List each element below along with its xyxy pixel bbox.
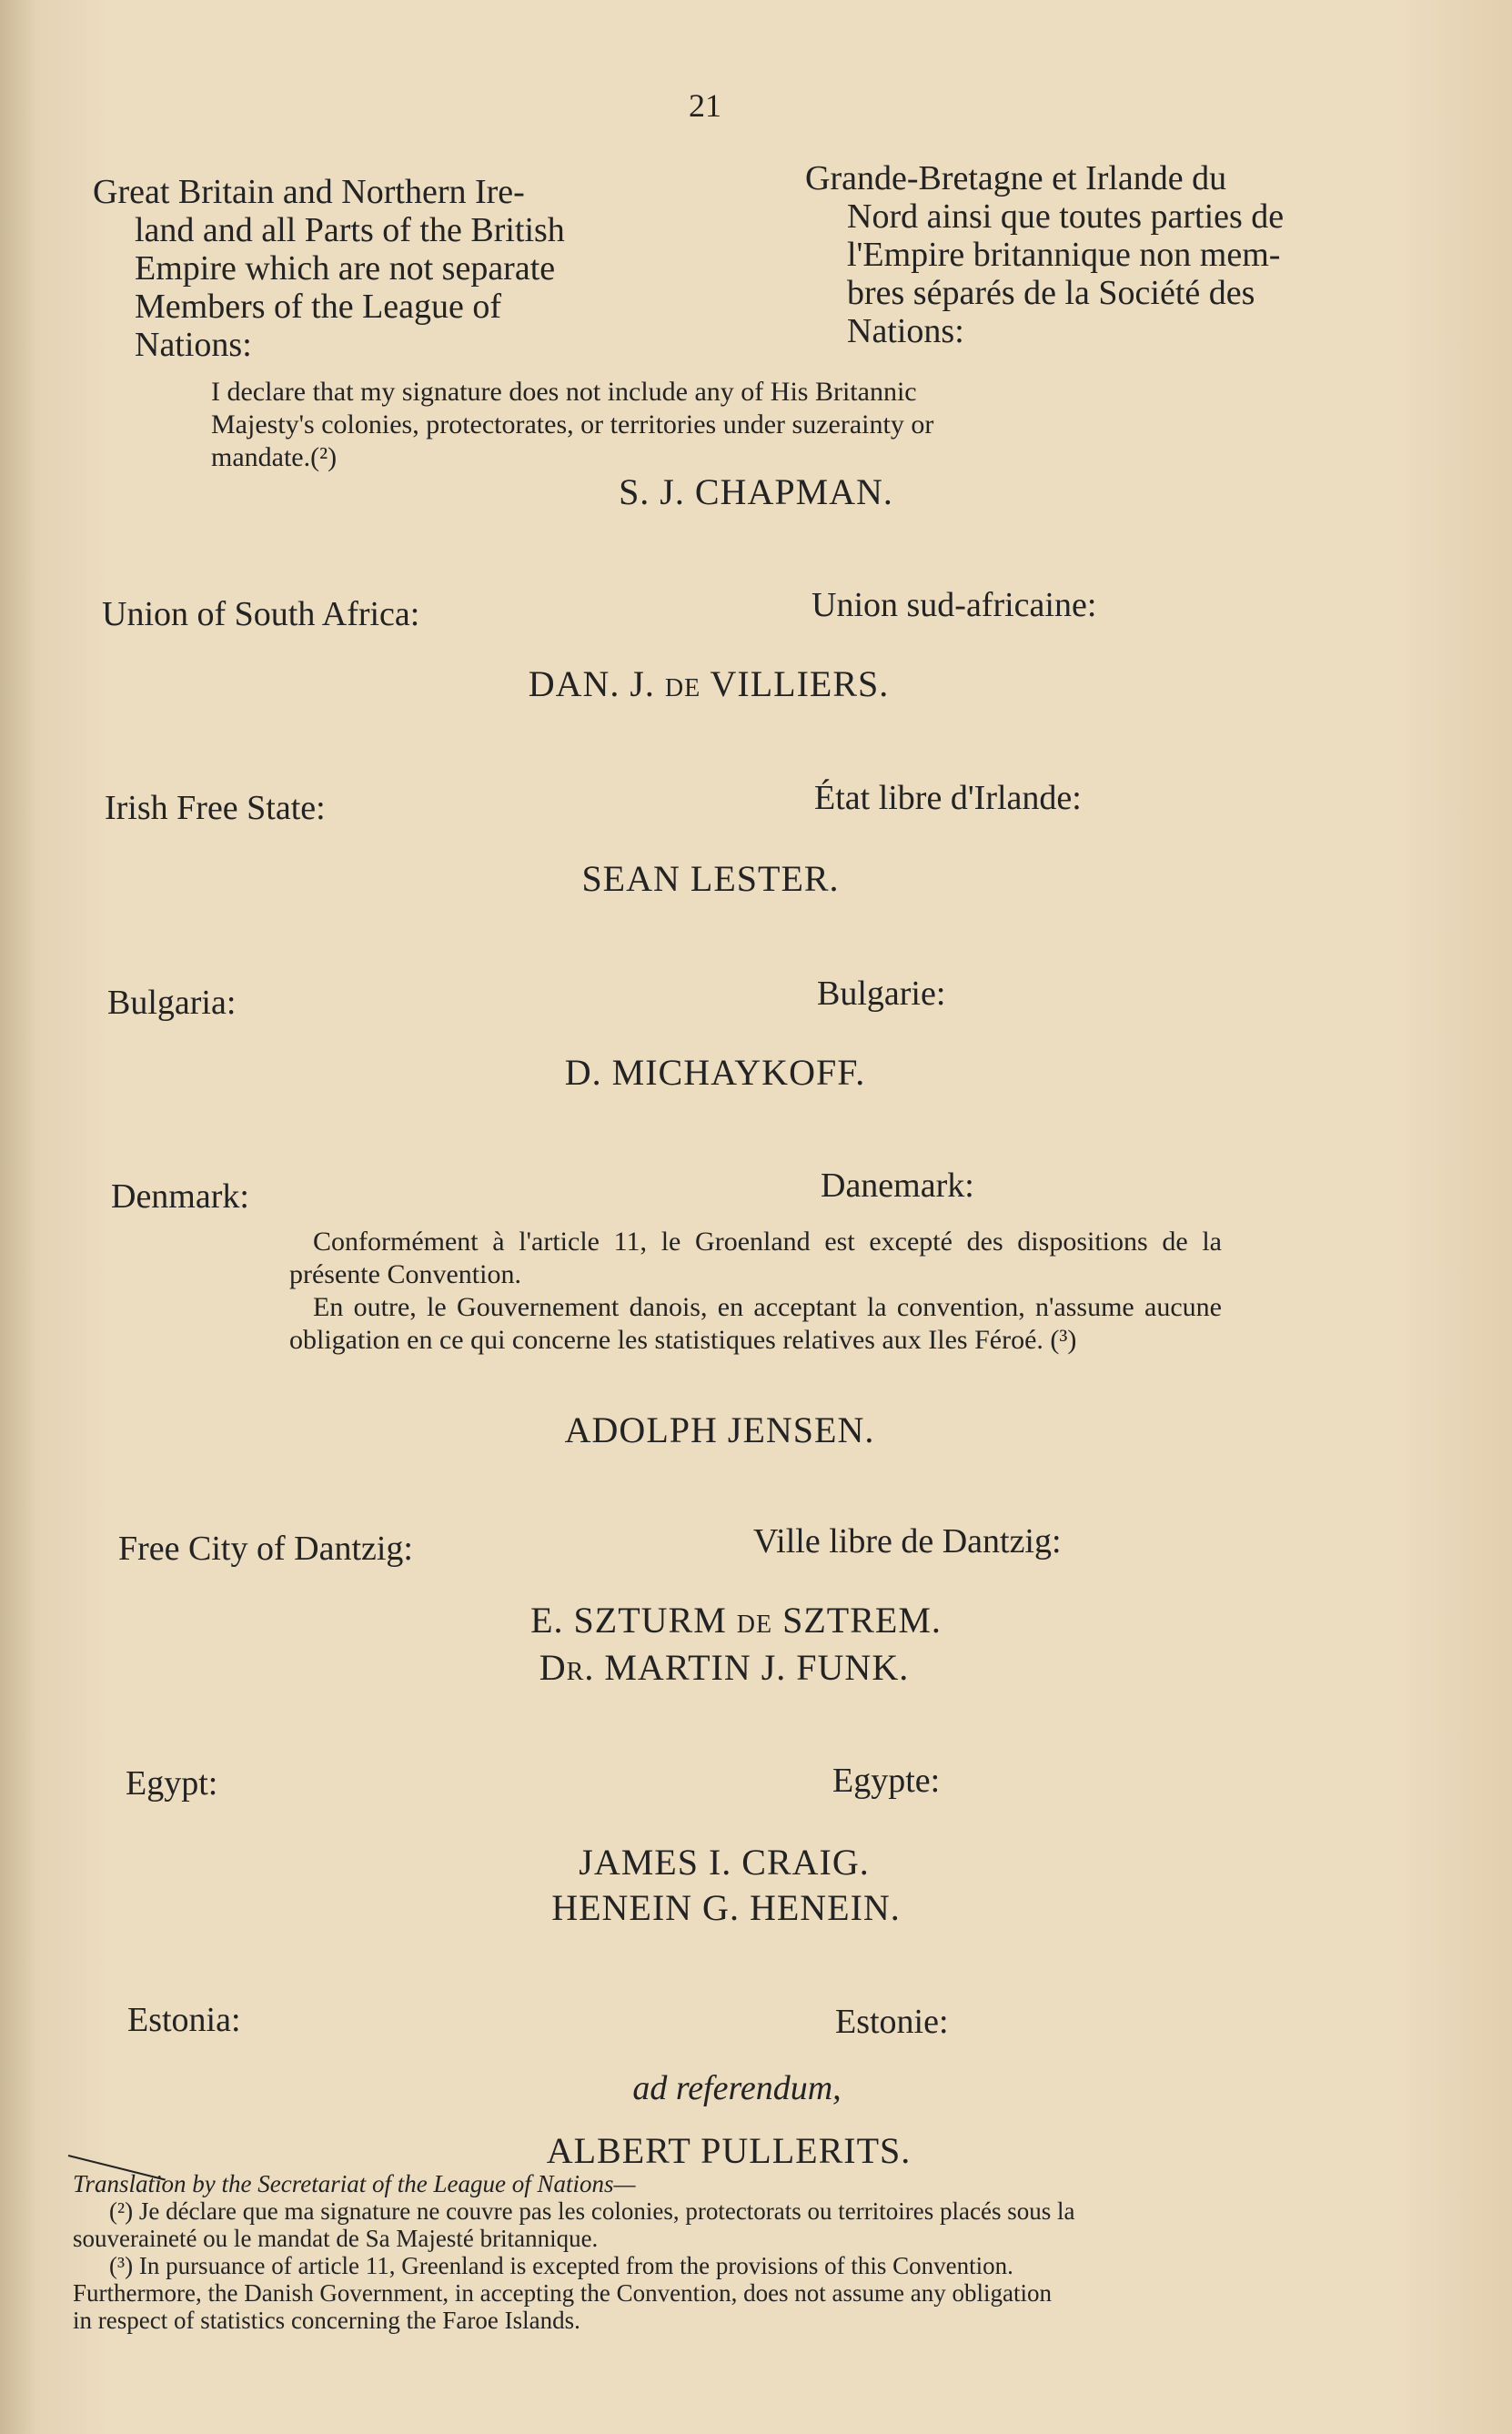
heading-line: bres séparés de la Société des <box>847 274 1255 312</box>
signatory-name-part: SZTREM. <box>782 1600 942 1641</box>
note-line: mandate.(²) <box>211 442 338 472</box>
signatory-name-part: E. SZTURM <box>530 1600 727 1641</box>
heading-great-britain-en <box>93 173 689 364</box>
heading-line: Great Britain and Northern Ire- <box>93 173 525 211</box>
signatory-chapman: S. J. CHAPMAN. <box>619 471 893 512</box>
signatory-szturm-de-sztrem <box>0 1599 1492 1641</box>
heading-line: l'Empire britannique non mem- <box>847 236 1281 274</box>
signatory-name-part: DAN. J. <box>528 663 655 704</box>
signatory-de-villiers <box>0 662 1465 705</box>
reservation-note-denmark <box>289 1226 1222 1357</box>
footnote-line: in respect of statistics concerning the Faroe Islands. <box>73 2307 580 2334</box>
label-danzig-fr: Ville libre de Dantzig: <box>753 1522 1062 1560</box>
label-bulgaria-fr: Bulgarie: <box>817 975 946 1013</box>
label-estonia-fr: Estonie: <box>835 2003 949 2041</box>
label-denmark-fr: Danemark: <box>821 1167 974 1205</box>
signatory-michaykoff: D. MICHAYKOFF. <box>564 1052 866 1093</box>
footnote-line: (³) In pursuance of article 11, Greenland is excepted from the provisions of this Convention. <box>109 2252 1013 2279</box>
signatory-jensen: ADOLPH JENSEN. <box>564 1409 875 1450</box>
signatory-name-part: VILLIERS. <box>710 663 890 704</box>
signatory-title: Dr. <box>539 1647 595 1688</box>
signatory-particle: de <box>664 663 701 704</box>
heading-line: Members of the League of <box>135 288 502 326</box>
footnote-header: Translation by the Secretariat of the League of Nations— <box>73 2170 636 2197</box>
signatory-craig: JAMES I. CRAIG. <box>579 1842 870 1883</box>
label-irish-free-state-fr: État libre d'Irlande: <box>814 779 1082 817</box>
reservation-note-britain <box>211 376 1203 474</box>
signatory-particle: de <box>736 1600 773 1641</box>
label-egypt-en: Egypt: <box>126 1764 218 1803</box>
heading-line: land and all Parts of the British <box>135 211 565 249</box>
label-irish-free-state-en: Irish Free State: <box>105 789 326 827</box>
label-denmark-en: Denmark: <box>111 1177 249 1216</box>
signatory-pullerits: ALBERT PULLERITS. <box>546 2130 912 2171</box>
heading-line: Grande-Bretagne et Irlande du <box>805 159 1227 197</box>
note-paragraph: Conformément à l'article 11, le Groenland est excepté des dispositions de la présente Convention. <box>289 1227 1222 1289</box>
label-danzig-en: Free City of Dantzig: <box>118 1530 413 1568</box>
label-bulgaria-en: Bulgaria: <box>107 984 237 1022</box>
label-egypt-fr: Egypte: <box>832 1762 941 1800</box>
heading-line: Empire which are not separate <box>135 249 556 288</box>
heading-line: Nations: <box>847 312 964 350</box>
signatory-funk <box>0 1646 1480 1689</box>
heading-great-britain-fr <box>805 159 1401 350</box>
label-estonia-en: Estonia: <box>127 2001 241 2039</box>
note-line: Majesty's colonies, protectorates, or territories under suzerainty or <box>211 409 934 439</box>
signatory-lester: SEAN LESTER. <box>581 858 840 899</box>
page-number: 21 <box>689 87 721 124</box>
footnote-line: Furthermore, the Danish Government, in accepting the Convention, does not assume any obligation <box>73 2279 1053 2307</box>
reservation-ad-referendum: ad referendum, <box>632 2069 842 2107</box>
note-paragraph: En outre, le Gouvernement danois, en acceptant la convention, n'assume aucune obligation en ce qui concerne les statistiques relatives aux Iles Féroé. (³) <box>289 1292 1222 1355</box>
footnote-line: (²) Je déclare que ma signature ne couvre pas les colonies, protectorats ou territoires placés sous la <box>109 2197 1075 2225</box>
label-south-africa-fr: Union sud-africaine: <box>811 586 1097 624</box>
signatory-name-part: MARTIN J. FUNK. <box>604 1647 910 1688</box>
signatory-henein: HENEIN G. HENEIN. <box>551 1887 901 1928</box>
note-line: I declare that my signature does not include any of His Britannic <box>211 377 917 407</box>
label-south-africa-en: Union of South Africa: <box>102 595 420 633</box>
footnotes <box>73 2170 1437 2334</box>
heading-line: Nord ainsi que toutes parties de <box>847 197 1285 236</box>
footnote-line: souveraineté ou le mandat de Sa Majesté britannique. <box>73 2225 599 2252</box>
heading-line: Nations: <box>135 326 252 364</box>
